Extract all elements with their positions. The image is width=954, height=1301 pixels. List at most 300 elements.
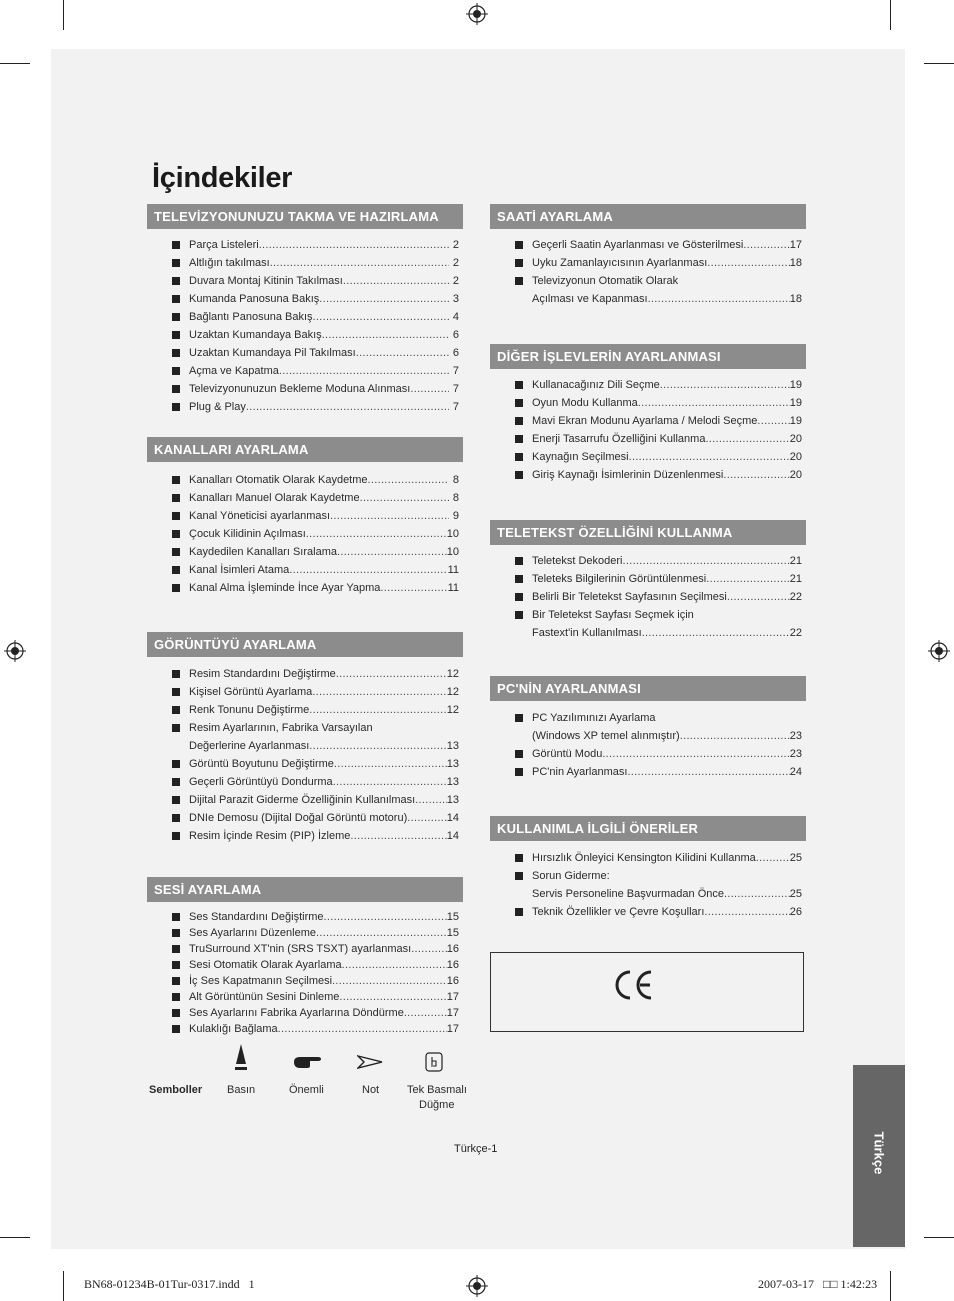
toc-item[interactable]	[515, 624, 802, 642]
dot-leader	[629, 448, 790, 466]
toc-item-page: 16	[446, 975, 459, 987]
toc-item-list	[172, 909, 459, 1037]
toc-item-label: Teleteks Bilgilerinin Görüntülenmesi	[532, 573, 707, 585]
toc-item[interactable]	[515, 588, 802, 606]
toc-item[interactable]	[172, 380, 459, 398]
toc-item-page: 18	[789, 293, 802, 305]
toc-item-label: Mavi Ekran Modunu Ayarlama / Melodi Seçme	[532, 415, 758, 427]
toc-item-label: Açma ve Kapatma	[189, 365, 279, 377]
toc-item[interactable]	[515, 709, 802, 727]
dot-leader	[648, 290, 790, 308]
footer-file-name: BN68-01234B-01Tur-0317.indd 1	[84, 1277, 255, 1291]
toc-item-label: PC'nin Ayarlanması	[532, 766, 628, 778]
toc-item[interactable]	[515, 552, 802, 570]
toc-item-page: 3	[452, 293, 459, 305]
toc-item[interactable]	[515, 763, 802, 781]
bullet-square-icon	[172, 530, 180, 538]
toc-item-list	[515, 376, 802, 484]
toc-item[interactable]	[515, 466, 802, 484]
dot-leader	[707, 254, 789, 272]
dot-leader	[756, 849, 790, 867]
toc-item-page: 21	[789, 573, 802, 585]
legend-one-touch-label: Tek Basmalı	[407, 1084, 467, 1096]
toc-item[interactable]	[172, 326, 459, 344]
toc-item-label: Ses Standardını Değiştirme	[189, 911, 324, 923]
toc-item[interactable]	[172, 683, 459, 701]
toc-item[interactable]	[515, 570, 802, 588]
toc-item-page: 22	[789, 627, 802, 639]
toc-item-page: 14	[446, 812, 459, 824]
toc-item-page: 18	[789, 257, 802, 269]
toc-item[interactable]	[172, 925, 459, 941]
toc-item-page: 8	[452, 474, 459, 486]
toc-item-label: Bir Teletekst Sayfası Seçmek için	[532, 609, 694, 621]
crop-mark	[890, 1271, 891, 1301]
dot-leader	[319, 290, 449, 308]
toc-item[interactable]	[172, 827, 459, 845]
toc-item-page: 10	[446, 546, 459, 558]
footer-timestamp: 2007-03-17 □□ 1:42:23	[758, 1277, 878, 1291]
dot-leader	[757, 412, 789, 430]
toc-item-label: Bağlantı Panosuna Bakış	[189, 311, 313, 323]
bullet-square-icon	[172, 796, 180, 804]
toc-item-label: Alt Görüntünün Sesini Dinleme	[189, 991, 340, 1003]
dot-leader	[404, 1005, 447, 1021]
dot-leader	[333, 773, 447, 791]
toc-item-label: Plug & Play	[189, 401, 246, 413]
toc-item-page: 4	[452, 311, 459, 323]
toc-item-page: 2	[452, 275, 459, 287]
toc-item-label: Resim Ayarlarının, Fabrika Varsayılan	[189, 722, 373, 734]
bullet-square-icon	[515, 575, 523, 583]
toc-item-page: 11	[447, 564, 459, 576]
dot-leader	[602, 745, 789, 763]
toc-item-label: Servis Personeline Başvurmadan Önce	[532, 888, 724, 900]
crop-mark	[0, 63, 30, 64]
toc-item[interactable]	[515, 606, 802, 624]
toc-item[interactable]	[172, 344, 459, 362]
note-arrow-icon	[357, 1055, 383, 1069]
toc-item-label: Dijital Parazit Giderme Özelliğinin Kullanılması	[189, 794, 416, 806]
toc-item[interactable]	[515, 745, 802, 763]
toc-item[interactable]	[172, 957, 459, 973]
toc-item-label: Sesi Otomatik Olarak Ayarlama	[189, 959, 342, 971]
bullet-square-icon	[515, 435, 523, 443]
dot-leader	[642, 624, 790, 642]
bullet-square-icon	[515, 453, 523, 461]
dot-leader	[309, 701, 447, 719]
bullet-square-icon	[515, 557, 523, 565]
toc-item[interactable]	[172, 665, 459, 683]
bullet-square-icon	[172, 494, 180, 502]
crop-mark	[924, 1237, 954, 1238]
crop-mark	[63, 0, 64, 30]
bullet-square-icon	[515, 381, 523, 389]
toc-item-label: DNIe Demosu (Dijital Doğal Görüntü motoru)	[189, 812, 408, 824]
bullet-square-icon	[515, 471, 523, 479]
bullet-square-icon	[172, 512, 180, 520]
dot-leader	[270, 254, 449, 272]
bullet-square-icon	[172, 349, 180, 357]
toc-item-page: 2	[452, 257, 459, 269]
toc-item[interactable]	[172, 507, 459, 525]
toc-item[interactable]	[515, 448, 802, 466]
toc-item-label: Kanal Yöneticisi ayarlanması	[189, 510, 331, 522]
toc-item[interactable]	[172, 1005, 459, 1021]
toc-item-list	[515, 236, 802, 308]
toc-item-label: Açılması ve Kapanması	[532, 293, 648, 305]
toc-item[interactable]	[172, 272, 459, 290]
toc-item-list	[515, 709, 802, 781]
toc-item-page: 15	[446, 927, 459, 939]
bullet-square-icon	[515, 714, 523, 722]
toc-item-label: Teknik Özellikler ve Çevre Koşulları	[532, 906, 705, 918]
toc-item-page: 19	[789, 415, 802, 427]
toc-item-label: Oyun Modu Kullanma	[532, 397, 638, 409]
dot-leader	[724, 885, 790, 903]
toc-item[interactable]	[515, 430, 802, 448]
toc-item[interactable]	[515, 867, 802, 885]
toc-item-label: Görüntü Modu	[532, 748, 603, 760]
toc-item-page: 9	[452, 510, 459, 522]
toc-item-page: 12	[446, 704, 459, 716]
toc-item[interactable]	[172, 236, 459, 254]
toc-item-label: Geçerli Saatin Ayarlanması ve Gösterilmesi	[532, 239, 744, 251]
bullet-square-icon	[172, 724, 180, 732]
toc-item-label: (Windows XP temel alınmıştır)	[532, 730, 680, 742]
toc-item-page: 12	[446, 686, 459, 698]
legend-press-label: Basın	[227, 1084, 256, 1096]
bullet-square-icon	[172, 367, 180, 375]
bullet-square-icon	[172, 241, 180, 249]
toc-item-label: Kanal Alma İşleminde İnce Ayar Yapma	[189, 582, 381, 594]
section-heading: SAATİ AYARLAMA	[490, 204, 806, 229]
toc-item-label: Kanalları Otomatik Olarak Kaydetme	[189, 474, 368, 486]
toc-item-label: Kumanda Panosuna Bakış	[189, 293, 320, 305]
toc-item-page: 19	[789, 379, 802, 391]
toc-item-list	[172, 236, 459, 416]
toc-item[interactable]	[172, 398, 459, 416]
crop-mark	[924, 63, 954, 64]
dot-leader	[360, 489, 449, 507]
toc-item-page: 13	[446, 740, 459, 752]
toc-item-label: Çocuk Kilidinin Açılması	[189, 528, 306, 540]
bullet-square-icon	[172, 961, 180, 969]
toc-item-page: 13	[446, 758, 459, 770]
dot-leader	[259, 236, 449, 254]
toc-item[interactable]	[515, 903, 802, 921]
bullet-square-icon	[172, 1025, 180, 1033]
bullet-square-icon	[172, 814, 180, 822]
toc-item[interactable]	[172, 1021, 459, 1037]
toc-item-list	[172, 665, 459, 845]
important-hand-icon	[292, 1054, 322, 1070]
bullet-square-icon	[172, 259, 180, 267]
toc-item[interactable]	[172, 543, 459, 561]
toc-item-page: 13	[446, 776, 459, 788]
toc-item[interactable]	[172, 471, 459, 489]
toc-item-page: 10	[446, 528, 459, 540]
language-side-tab	[853, 1065, 905, 1247]
toc-item-label: Fastext'in Kullanılması	[532, 627, 642, 639]
toc-item-label: Kulaklığı Bağlama	[189, 1023, 278, 1035]
toc-item-label: Kaynağın Seçilmesi	[532, 451, 629, 463]
ce-mark-icon	[612, 969, 656, 1001]
legend-one-touch-label-line2: Düğme	[419, 1099, 455, 1111]
toc-item-label: Altlığın takılması	[189, 257, 270, 269]
toc-item[interactable]	[515, 727, 802, 745]
dot-leader	[410, 380, 449, 398]
toc-item-label: Enerji Tasarrufu Özelliğini Kullanma	[532, 433, 706, 445]
toc-item-label: Belirli Bir Teletekst Sayfasının Seçilmesi	[532, 591, 727, 603]
toc-item-list	[172, 471, 459, 597]
toc-item-page: 7	[452, 383, 459, 395]
toc-item-page: 2	[452, 239, 459, 251]
toc-item[interactable]	[172, 719, 459, 737]
toc-item[interactable]	[172, 809, 459, 827]
bullet-square-icon	[515, 241, 523, 249]
bullet-square-icon	[172, 331, 180, 339]
toc-item-page: 25	[789, 888, 802, 900]
toc-item-label: Uzaktan Kumandaya Bakış	[189, 329, 322, 341]
toc-item[interactable]	[515, 885, 802, 903]
bullet-square-icon	[515, 768, 523, 776]
toc-item-page: 25	[789, 852, 802, 864]
toc-item-list	[515, 552, 802, 642]
toc-item[interactable]	[172, 989, 459, 1005]
toc-item[interactable]	[172, 973, 459, 989]
toc-item[interactable]	[172, 290, 459, 308]
toc-item-label: Renk Tonunu Değiştirme	[189, 704, 310, 716]
toc-item[interactable]	[172, 909, 459, 925]
dot-leader	[380, 579, 447, 597]
bullet-square-icon	[172, 688, 180, 696]
toc-item[interactable]	[515, 290, 802, 308]
toc-item-list	[515, 849, 802, 921]
bullet-square-icon	[172, 385, 180, 393]
toc-item[interactable]	[515, 376, 802, 394]
toc-item-label: Değerlerine Ayarlanması	[189, 740, 310, 752]
bullet-square-icon	[515, 611, 523, 619]
toc-item[interactable]	[172, 791, 459, 809]
dot-leader	[627, 763, 789, 781]
bullet-square-icon	[515, 750, 523, 758]
toc-item-page: 7	[452, 365, 459, 377]
toc-item-label: TruSurround XT'nin (SRS TSXT) ayarlanması	[189, 943, 412, 955]
section-heading: TELETEKST ÖZELLİĞİNİ KULLANMA	[490, 520, 806, 545]
section-heading: PC'NİN AYARLANMASI	[490, 676, 806, 701]
bullet-square-icon	[515, 259, 523, 267]
toc-item-page: 21	[789, 555, 802, 567]
page-number: Türkçe-1	[454, 1143, 498, 1155]
registration-mark-icon	[466, 1275, 488, 1297]
dot-leader	[723, 466, 789, 484]
toc-item[interactable]	[172, 489, 459, 507]
section-heading: DİĞER İŞLEVLERİN AYARLANMASI	[490, 344, 806, 369]
dot-leader	[324, 909, 447, 925]
toc-item-label: Kaydedilen Kanalları Sıralama	[189, 546, 337, 558]
bullet-square-icon	[515, 908, 523, 916]
toc-item-label: Kişisel Görüntü Ayarlama	[189, 686, 313, 698]
dot-leader	[334, 755, 447, 773]
dot-leader	[705, 430, 789, 448]
bullet-square-icon	[172, 313, 180, 321]
toc-item-label: Televizyonun Otomatik Olarak	[532, 275, 679, 287]
dot-leader	[623, 552, 790, 570]
bullet-square-icon	[172, 778, 180, 786]
bullet-square-icon	[172, 1009, 180, 1017]
dot-leader	[706, 570, 790, 588]
toc-item-page: 23	[789, 748, 802, 760]
registration-mark-icon	[466, 3, 488, 25]
toc-item-page: 22	[789, 591, 802, 603]
dot-leader	[356, 344, 449, 362]
bullet-square-icon	[172, 476, 180, 484]
toc-item[interactable]	[515, 394, 802, 412]
toc-item[interactable]	[172, 941, 459, 957]
toc-item[interactable]	[515, 254, 802, 272]
side-tab-label: Türkçe	[871, 1131, 887, 1175]
toc-item-label: Resim Standardını Değiştirme	[189, 668, 336, 680]
one-touch-button-icon	[425, 1052, 443, 1072]
toc-item-page: 11	[447, 582, 459, 594]
dot-leader	[289, 561, 447, 579]
crop-mark	[63, 1271, 64, 1301]
page-title: İçindekiler	[152, 162, 293, 194]
toc-item-page: 20	[789, 433, 802, 445]
toc-item-label: Uzaktan Kumandaya Pil Takılması	[189, 347, 356, 359]
toc-item-label: Teletekst Dekoderi	[532, 555, 623, 567]
dot-leader	[330, 507, 449, 525]
bullet-square-icon	[515, 399, 523, 407]
toc-item-label: PC Yazılımınızı Ayarlama	[532, 712, 656, 724]
section-heading: SESİ AYARLAMA	[147, 877, 463, 902]
toc-item-label: Geçerli Görüntüyü Dondurma	[189, 776, 333, 788]
registration-mark-icon	[4, 640, 26, 662]
dot-leader	[680, 727, 790, 745]
toc-item-page: 7	[452, 401, 459, 413]
toc-item-page: 13	[446, 794, 459, 806]
dot-leader	[350, 827, 446, 845]
dot-leader	[342, 957, 447, 973]
section-heading: KANALLARI AYARLAMA	[147, 437, 463, 462]
toc-item-page: 12	[446, 668, 459, 680]
toc-item-label: Kanalları Manuel Olarak Kaydetme	[189, 492, 360, 504]
toc-item[interactable]	[172, 362, 459, 380]
toc-item-page: 14	[446, 830, 459, 842]
toc-item[interactable]	[515, 272, 802, 290]
toc-item[interactable]	[172, 561, 459, 579]
toc-item-page: 16	[446, 959, 459, 971]
bullet-square-icon	[515, 872, 523, 880]
bullet-square-icon	[172, 566, 180, 574]
toc-item-label: Kullanacağınız Dili Seçme	[532, 379, 660, 391]
toc-item-page: 17	[446, 1023, 459, 1035]
toc-item-page: 16	[446, 943, 459, 955]
dot-leader	[411, 941, 447, 957]
dot-leader	[660, 376, 790, 394]
toc-item-label: Giriş Kaynağı İsimlerinin Düzenlenmesi	[532, 469, 724, 481]
toc-item-page: 20	[789, 451, 802, 463]
toc-item[interactable]	[172, 308, 459, 326]
dot-leader	[727, 588, 790, 606]
toc-item[interactable]	[172, 755, 459, 773]
section-heading: KULLANIMLA İLGİLİ ÖNERİLER	[490, 816, 806, 841]
dot-leader	[279, 362, 449, 380]
legend-important-label: Önemli	[289, 1084, 324, 1096]
toc-item-label: Resim İçinde Resim (PIP) İzleme	[189, 830, 351, 842]
toc-item[interactable]	[172, 579, 459, 597]
dot-leader	[313, 308, 449, 326]
dot-leader	[278, 1021, 447, 1037]
legend-note-label: Not	[362, 1084, 380, 1096]
dot-leader	[336, 665, 447, 683]
toc-item-page: 6	[452, 329, 459, 341]
toc-item[interactable]	[515, 849, 802, 867]
bullet-square-icon	[515, 593, 523, 601]
dot-leader	[407, 809, 447, 827]
section-heading: GÖRÜNTÜYÜ AYARLAMA	[147, 632, 463, 657]
bullet-square-icon	[172, 403, 180, 411]
section-heading: TELEVİZYONUNUZU TAKMA VE HAZIRLAMA	[147, 204, 463, 229]
bullet-square-icon	[515, 277, 523, 285]
toc-item[interactable]	[172, 525, 459, 543]
dot-leader	[309, 737, 447, 755]
toc-item[interactable]	[172, 737, 459, 755]
dot-leader	[638, 394, 790, 412]
toc-item[interactable]	[172, 701, 459, 719]
bullet-square-icon	[172, 706, 180, 714]
toc-item-page: 15	[446, 911, 459, 923]
dot-leader	[743, 236, 789, 254]
toc-item-label: Uyku Zamanlayıcısının Ayarlanması	[532, 257, 708, 269]
toc-item-page: 17	[446, 991, 459, 1003]
bullet-square-icon	[172, 548, 180, 556]
toc-item-label: Ses Ayarlarını Fabrika Ayarlarına Döndürme	[189, 1007, 404, 1019]
bullet-square-icon	[172, 929, 180, 937]
toc-item[interactable]	[172, 254, 459, 272]
toc-item-label: Duvara Montaj Kitinin Takılması	[189, 275, 343, 287]
dot-leader	[339, 989, 446, 1005]
legend-title: Semboller	[149, 1084, 203, 1096]
toc-item[interactable]	[172, 773, 459, 791]
toc-item-label: Televizyonunuzun Bekleme Moduna Alınması	[189, 383, 411, 395]
bullet-square-icon	[172, 993, 180, 1001]
toc-item-label: Ses Ayarlarını Düzenleme	[189, 927, 316, 939]
toc-item-label: Parça Listeleri	[189, 239, 259, 251]
dot-leader	[337, 543, 447, 561]
dot-leader	[343, 272, 449, 290]
press-icon	[234, 1042, 248, 1072]
registration-mark-icon	[928, 640, 950, 662]
bullet-square-icon	[515, 854, 523, 862]
toc-item-page: 17	[789, 239, 802, 251]
toc-item-label: Hırsızlık Önleyici Kensington Kilidini Kullanma	[532, 852, 756, 864]
toc-item[interactable]	[515, 236, 802, 254]
toc-item-label: Kanal İsimleri Atama	[189, 564, 290, 576]
dot-leader	[704, 903, 789, 921]
bullet-square-icon	[172, 913, 180, 921]
ce-mark-box	[490, 952, 804, 1032]
toc-item-page: 6	[452, 347, 459, 359]
crop-mark	[890, 0, 891, 30]
bullet-square-icon	[172, 670, 180, 678]
toc-item[interactable]	[515, 412, 802, 430]
dot-leader	[322, 326, 449, 344]
bullet-square-icon	[172, 832, 180, 840]
toc-item-page: 19	[789, 397, 802, 409]
bullet-square-icon	[172, 945, 180, 953]
